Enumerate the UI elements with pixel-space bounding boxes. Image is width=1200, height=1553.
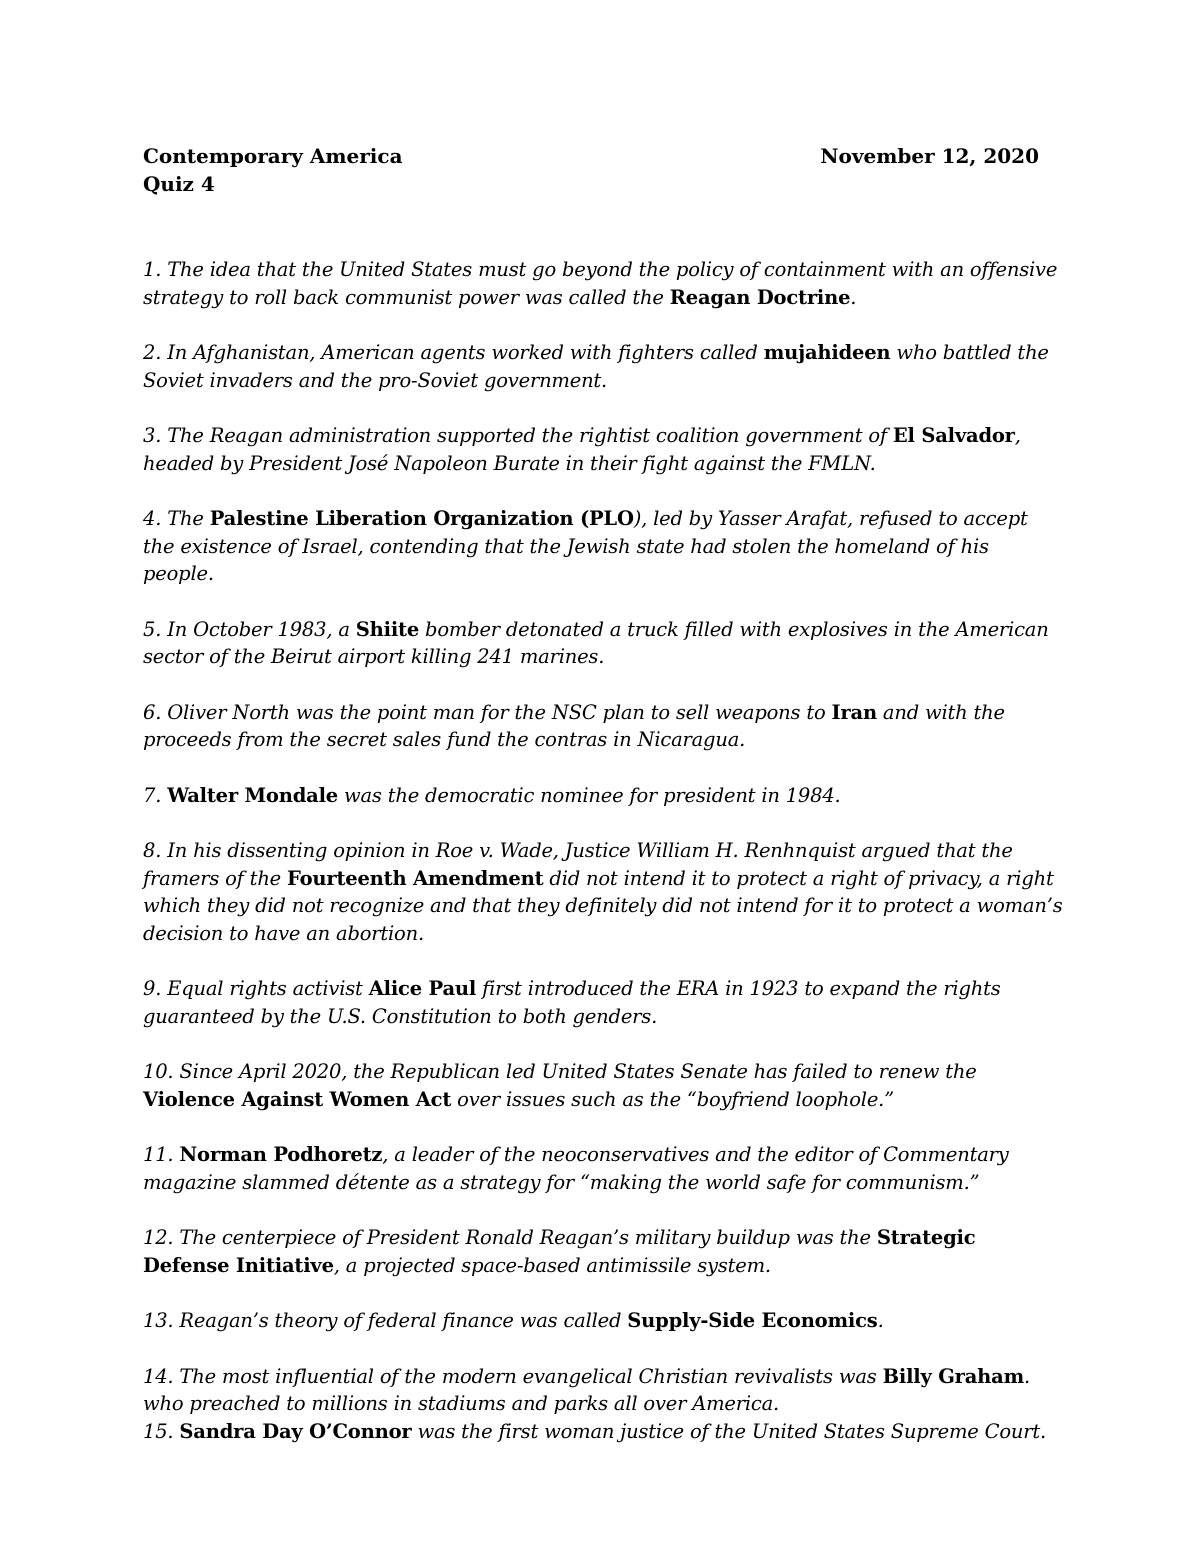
answer: Palestine Liberation Organization (PLO	[209, 507, 634, 530]
question-text: 11.	[143, 1143, 180, 1166]
question-text-end: . who preached to millions in stadiums and parks all over America.	[143, 1364, 1031, 1415]
question-4	[143, 505, 1063, 588]
question-text: 9. Equal rights activist	[143, 977, 369, 1000]
question-text: 13. Reagan’s theory of federal finance was called	[143, 1309, 628, 1332]
answer: Iran	[831, 700, 877, 724]
question-text-end: bomber detonated a truck filled with explosives in the American sector of the Beirut airport killing 241 marines.	[143, 617, 1049, 668]
question-3	[143, 422, 1063, 477]
answer: Sandra Day O’Connor	[179, 1419, 412, 1443]
question-1	[143, 256, 1063, 311]
question-5	[143, 616, 1063, 671]
question-text-end: ), led by Yasser Arafat, refused to accept the existence of Israel, contending that the Jewish state had stolen the homeland of his people.	[143, 507, 1028, 585]
answer: Walter Mondale	[167, 783, 338, 807]
question-14	[143, 1363, 1063, 1418]
question-8	[143, 837, 1063, 947]
answer: Fourteenth Amendment	[287, 866, 544, 890]
question-text: 5. In October 1983, a	[143, 617, 356, 641]
question-text-end: first introduced the ERA in 1923 to expand the rights guaranteed by the U.S. Constitution to both genders.	[143, 977, 1001, 1028]
question-text: 8. In his dissenting opinion in Roe v. Wade, Justice William H. Renhnquist argued that the framers of the	[143, 839, 1013, 890]
question-text-end: , headed by President José Napoleon Burate in their fight against the FMLN.	[143, 424, 1021, 475]
question-15	[143, 1418, 1063, 1446]
header-row	[143, 142, 1039, 170]
question-7	[143, 782, 1063, 810]
question-text-end: , a leader of the neoconservatives and the editor of Commentary magazine slammed détente as a strategy for “making the world safe for communism.”	[143, 1143, 1009, 1194]
question-text: 3. The Reagan administration supported the rightist coalition government of	[143, 424, 893, 447]
question-text-end: and with the proceeds from the secret sales fund the contras in Nicaragua.	[143, 700, 1005, 751]
question-6	[143, 699, 1063, 754]
question-12	[143, 1224, 1063, 1279]
question-text: 10. Since April 2020, the Republican led United States Senate has failed to renew the	[143, 1060, 977, 1083]
question-text: 7.	[143, 783, 168, 807]
question-text: 1. The idea that the United States must go beyond the policy of containment with an offensive strategy to roll back communist power was called the	[143, 258, 1058, 309]
quiz-date: November 12, 2020	[820, 144, 1039, 168]
question-text: 14. The most influential of the modern evangelical Christian revivalists was	[143, 1364, 883, 1388]
question-9	[143, 975, 1063, 1030]
question-text-end: .	[877, 1309, 884, 1332]
question-11	[143, 1141, 1063, 1196]
course-title: Contemporary America	[143, 144, 403, 168]
question-text-end: who battled the Soviet invaders and the pro-Soviet government.	[143, 341, 1049, 392]
answer: Supply-Side Economics	[627, 1309, 878, 1332]
question-text: 6. Oliver North was the point man for the NSC plan to sell weapons to	[143, 700, 832, 724]
question-text: 4. The	[143, 507, 210, 530]
answer: Billy Graham	[882, 1364, 1025, 1388]
quiz-title: Quiz 4	[143, 172, 215, 196]
question-13	[143, 1307, 1063, 1335]
answer: Shiite	[355, 617, 420, 641]
question-text-end: was the democratic nominee for president in 1984.	[338, 783, 841, 807]
question-text-end: over issues such as the “boyfriend loophole.”	[451, 1087, 894, 1111]
question-text: 12. The centerpiece of President Ronald Reagan’s military buildup was the	[143, 1226, 877, 1249]
answer: Strategic Defense Initiative	[143, 1226, 976, 1277]
document-page	[143, 142, 1063, 1473]
question-2	[143, 339, 1063, 394]
answer: Reagan Doctrine	[669, 285, 851, 309]
answer: Norman Podhoretz	[179, 1143, 383, 1166]
question-list	[143, 256, 1063, 1445]
question-text: 15.	[143, 1419, 180, 1443]
answer: Alice Paul	[368, 977, 477, 1000]
question-text-end: was the first woman justice of the United States Supreme Court.	[411, 1419, 1047, 1443]
question-text: 2. In Afghanistan, American agents worked with fighters called	[143, 341, 764, 364]
question-text-end: .	[850, 285, 857, 309]
question-text-end: did not intend it to protect a right of privacy, a right which they did not recognize and that they definitely did not intend for it to protect a woman’s decision to have an abortion.	[143, 866, 1063, 945]
question-text-end: , a projected space-based antimissile system.	[333, 1253, 771, 1277]
answer: mujahideen	[763, 341, 891, 364]
answer: Violence Against Women Act	[143, 1087, 452, 1111]
question-10	[143, 1058, 1063, 1113]
answer: El Salvador	[892, 424, 1015, 447]
